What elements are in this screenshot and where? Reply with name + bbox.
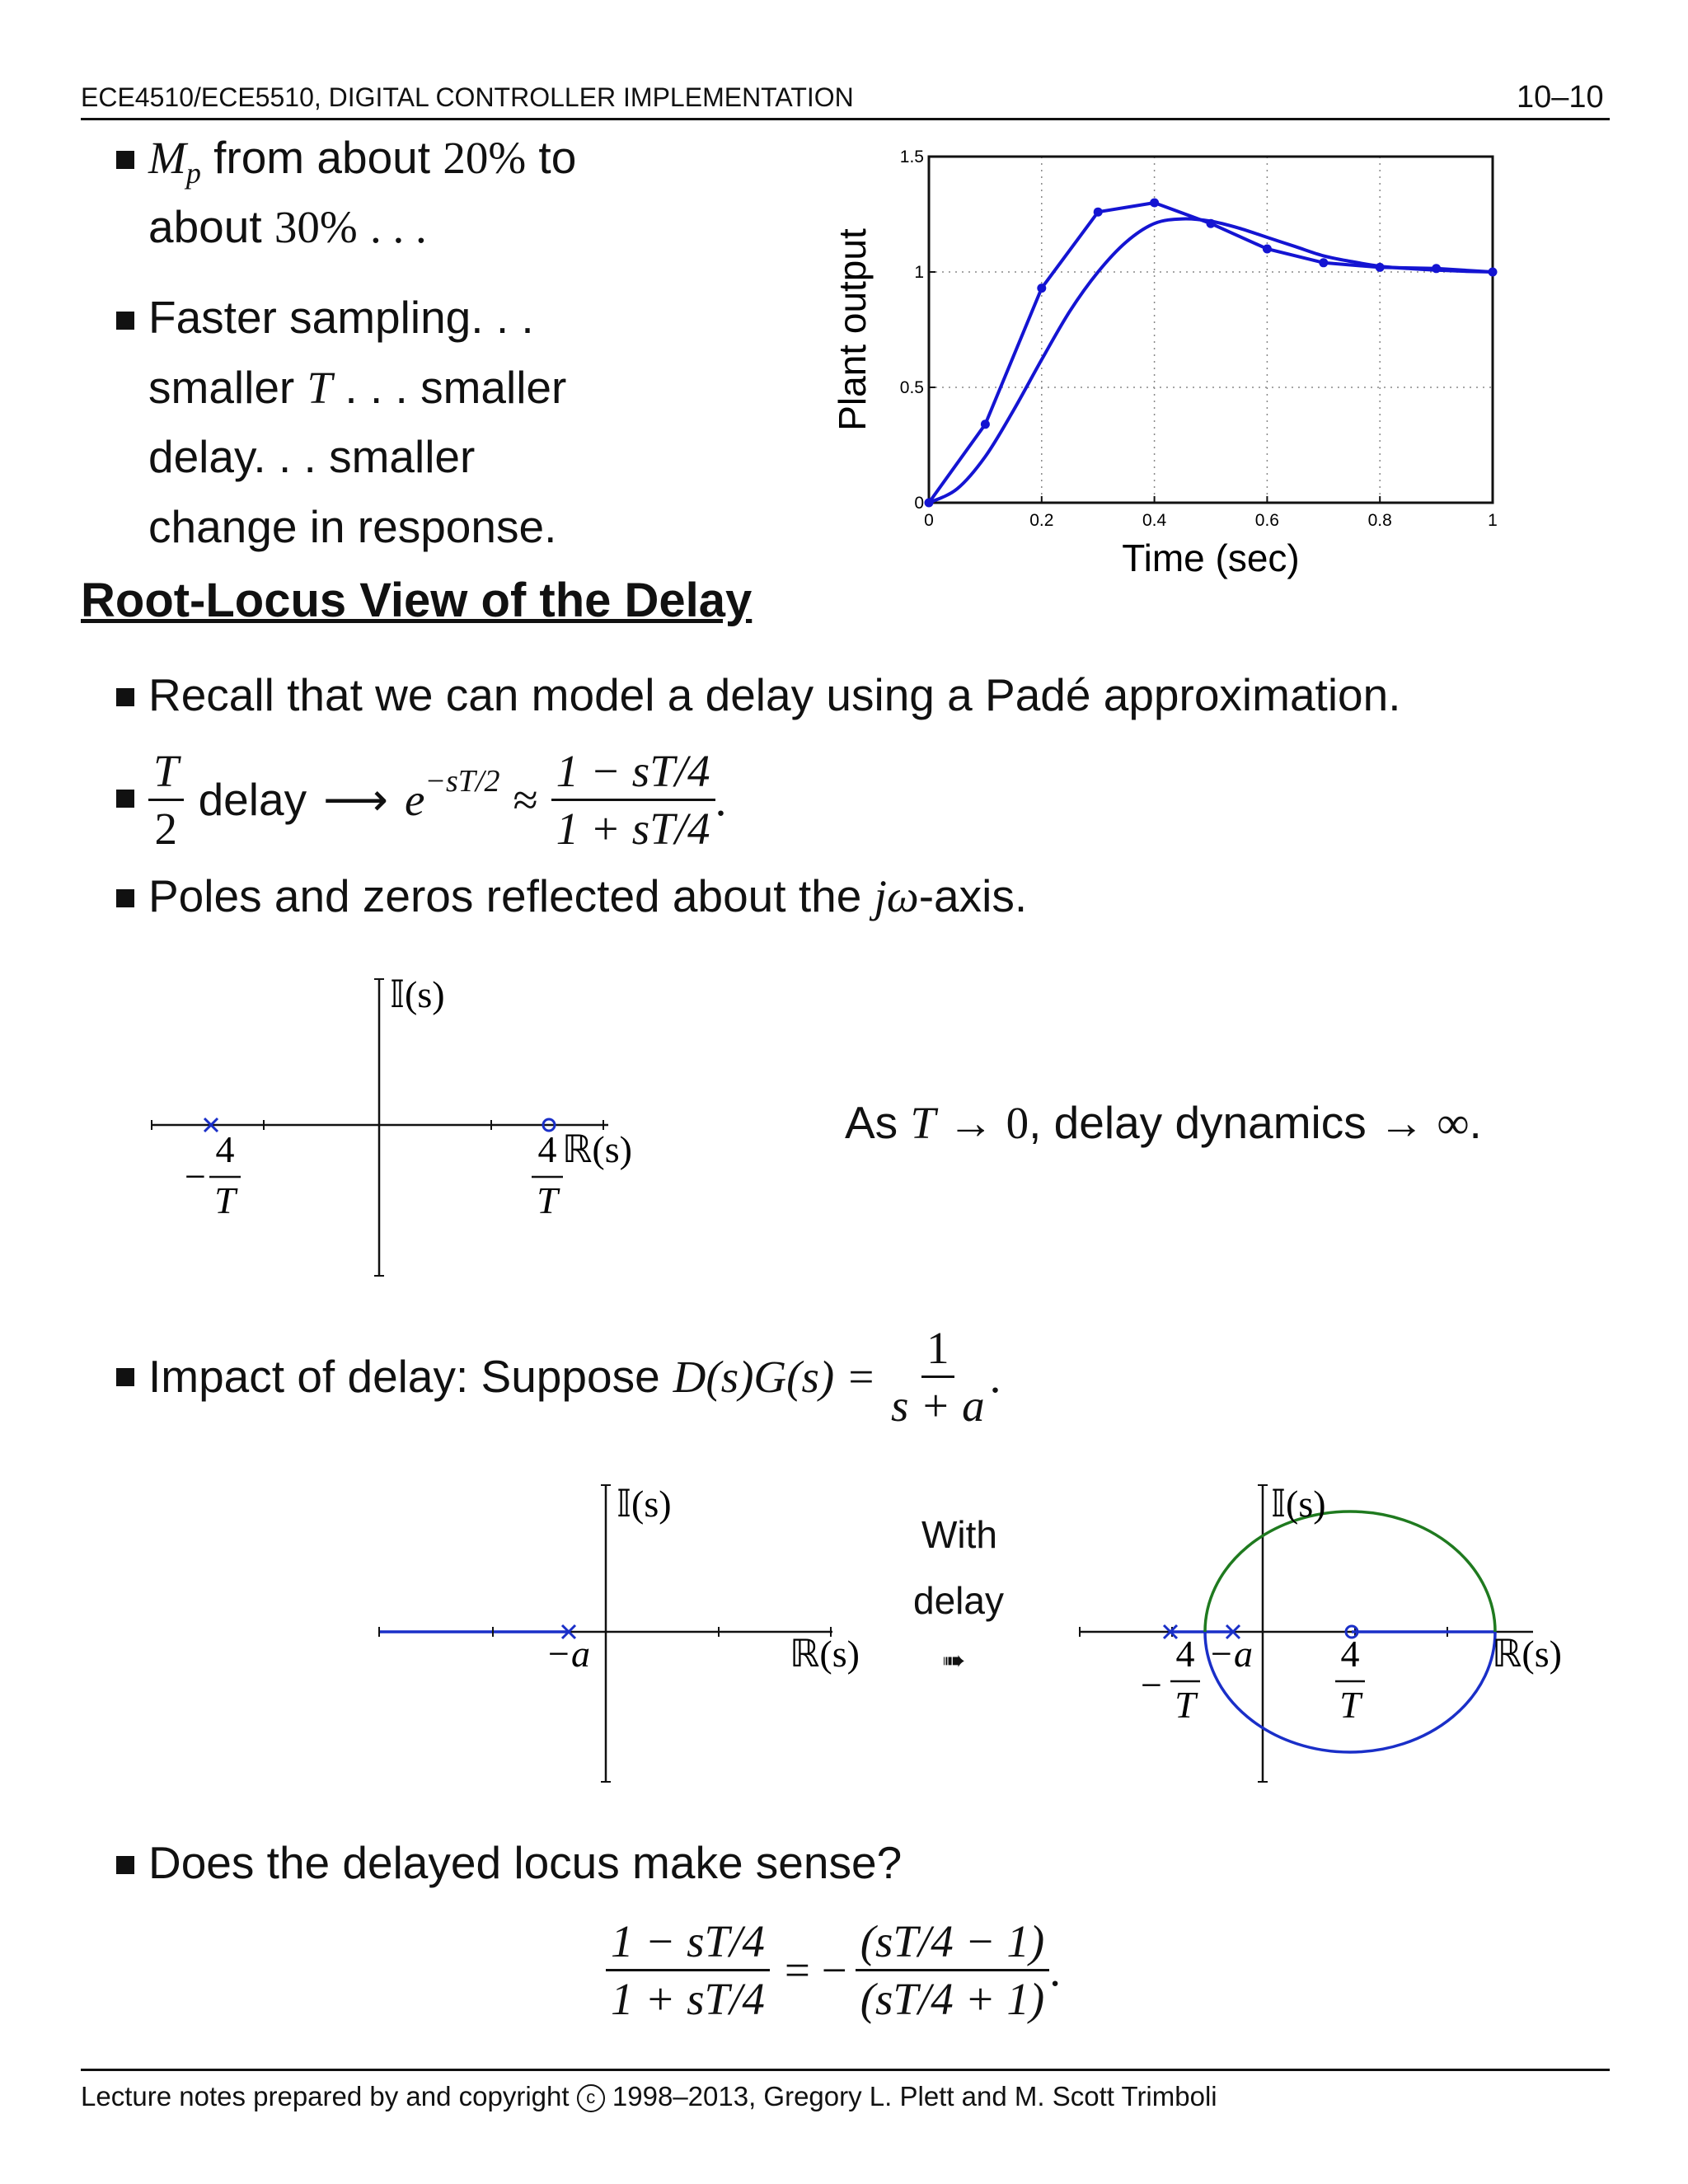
limit-statement xyxy=(845,1097,1482,1148)
final-rhs-fraction xyxy=(856,1915,1050,2024)
limit-arrow: → xyxy=(948,1098,994,1148)
plot-point xyxy=(1150,199,1159,208)
plot-series xyxy=(925,199,1498,508)
limit-zero: 0 xyxy=(1006,1098,1029,1148)
bullet-marker xyxy=(116,688,134,706)
plot-ytick-label: 1.5 xyxy=(899,148,924,166)
plot-xtick-label: 0.6 xyxy=(1254,511,1280,530)
limit-as: As xyxy=(845,1097,898,1148)
poles-zeros-text xyxy=(148,870,1028,921)
pade-e: e xyxy=(404,774,425,825)
limit-infinity: ∞ xyxy=(1437,1098,1470,1148)
plot-ylabel: Plant output xyxy=(831,228,874,431)
mp-bullet-line1 xyxy=(148,132,577,190)
half-T-fraction xyxy=(148,745,184,854)
final-lhs-fraction xyxy=(606,1915,770,2024)
plot-point xyxy=(981,419,990,429)
pade-arrow: ⟶ xyxy=(323,774,388,825)
impact-equation xyxy=(148,1319,1001,1434)
impact-pre: Impact of delay: Suppose xyxy=(148,1350,660,1402)
final-rhs-num: (sT/4 − 1) xyxy=(856,1919,1050,1971)
sampling-smaller: smaller xyxy=(148,362,295,413)
final-rhs-den: (sT/4 + 1) xyxy=(860,1973,1045,2024)
pade-period: . xyxy=(715,774,727,825)
locus-no-delay xyxy=(371,1475,898,1797)
locus1-minus-a: −a xyxy=(546,1633,591,1675)
limit-dot: . xyxy=(1469,1097,1482,1148)
bullet-marker xyxy=(116,1368,134,1386)
bullet-marker xyxy=(116,790,134,808)
running-header: ECE4510/ECE5510, DIGITAL CONTROLLER IMPLEMENTATION xyxy=(81,82,854,112)
locus1-real-label: ℝ(s) xyxy=(790,1633,860,1675)
locus2-pole-num: 4 xyxy=(1175,1633,1195,1675)
footer-post: 1998–2013, Gregory L. Plett and M. Scott Trimboli xyxy=(612,2081,1217,2111)
plot-ytick-label: 1 xyxy=(914,263,924,282)
mp-about: about xyxy=(148,201,262,252)
plot-xtick-label: 1 xyxy=(1488,511,1498,530)
locus2-minus: − xyxy=(1141,1664,1162,1706)
impact-num: 1 xyxy=(921,1325,954,1378)
pade-equation xyxy=(148,742,726,857)
half-T-den: 2 xyxy=(154,803,178,854)
recall-text: Recall that we can model a delay using a Padé approximation. xyxy=(148,669,1401,720)
question-text: Does the delayed locus make sense? xyxy=(148,1837,903,1888)
poles-pre: Poles and zeros reflected about the xyxy=(148,870,862,921)
poles-jw: jω xyxy=(874,871,919,921)
final-lhs-num: 1 − sT/4 xyxy=(606,1919,770,1971)
limit-arrow2: → xyxy=(1379,1098,1425,1148)
final-lhs-den: 1 + sT/4 xyxy=(611,1973,765,2024)
bullet-marker xyxy=(116,151,134,169)
pole-zero-diagram xyxy=(140,964,668,1286)
bullet-marker xyxy=(116,889,134,907)
plot-point xyxy=(1037,284,1046,293)
plot-ytick-label: 0.5 xyxy=(899,378,924,397)
poles-post: -axis. xyxy=(918,870,1028,921)
pz-imag-label: 𝕀(s) xyxy=(390,973,445,1015)
plot-point xyxy=(1319,258,1328,267)
impact-dot: . xyxy=(989,1351,1001,1402)
pade-approx: ≈ xyxy=(513,774,538,825)
footer-text xyxy=(81,2081,1217,2112)
sampling-smaller2: . . . smaller xyxy=(345,362,567,413)
plot-xtick-label: 0 xyxy=(924,511,934,530)
plot-ytick-label: 0 xyxy=(914,494,924,513)
header-rule xyxy=(81,118,1610,120)
pz-real-label: ℝ(s) xyxy=(562,1128,632,1170)
final-equals: = − xyxy=(784,1944,847,1995)
pade-delay: delay xyxy=(198,773,307,825)
pole-num: 4 xyxy=(215,1128,235,1170)
sampling-T: T xyxy=(307,363,333,413)
plot-xtick-label: 0.8 xyxy=(1367,511,1392,530)
plot-frame xyxy=(929,157,1493,503)
final-dot: . xyxy=(1049,1944,1061,1995)
plot-series-line-1 xyxy=(929,203,1493,503)
locus2-imag-label: 𝕀(s) xyxy=(1271,1483,1326,1525)
section-heading: Root-Locus View of the Delay xyxy=(81,574,753,627)
locus-circle-upper xyxy=(1205,1511,1495,1632)
pade-exp: −sT/2 xyxy=(424,764,500,799)
plot-series-line-2 xyxy=(929,219,1493,503)
impact-fraction xyxy=(886,1322,990,1431)
zero-den: T xyxy=(537,1179,558,1221)
sampling-line3: delay. . . smaller xyxy=(148,431,476,482)
bullet-marker xyxy=(116,312,134,330)
final-equation xyxy=(606,1908,1061,2032)
plot-point xyxy=(1263,245,1272,254)
sampling-line4: change in response. xyxy=(148,501,557,552)
plot-xtick-label: 0.2 xyxy=(1029,511,1054,530)
mp-to: to xyxy=(538,132,577,183)
mp-value-30: 30% xyxy=(274,202,358,252)
pade-fraction xyxy=(551,745,715,854)
zero-num: 4 xyxy=(537,1128,557,1170)
page-number: 10–10 xyxy=(1517,80,1604,115)
locus2-zero-num: 4 xyxy=(1340,1633,1360,1675)
plot-ticks xyxy=(900,148,1498,530)
footer-pre: Lecture notes prepared by and copyright xyxy=(81,2081,570,2111)
sampling-line2 xyxy=(148,362,567,413)
pole-den: T xyxy=(214,1179,236,1221)
locus2-minus-a: −a xyxy=(1208,1633,1254,1675)
impact-den: s + a xyxy=(891,1380,985,1431)
locus1-imag-label: 𝕀(s) xyxy=(617,1483,672,1525)
plot-point xyxy=(1094,208,1103,217)
mp-ellipsis: . . . xyxy=(370,202,427,252)
locus2-real-label: ℝ(s) xyxy=(1492,1633,1562,1675)
impact-lhs: D(s)G(s) = xyxy=(673,1351,877,1402)
mp-value-20: 20% xyxy=(443,133,527,183)
locus-with-delay xyxy=(1071,1475,1599,1797)
right-arrow-icon: ➠ xyxy=(942,1644,966,1677)
pade-den: 1 + sT/4 xyxy=(556,803,710,854)
pade-num: 1 − sT/4 xyxy=(551,748,715,801)
limit-T: T xyxy=(910,1098,936,1148)
copyright-icon: c xyxy=(577,2084,605,2112)
pole-minus: − xyxy=(185,1155,206,1197)
limit-mid: , delay dynamics xyxy=(1029,1097,1367,1148)
mp-bullet-line2 xyxy=(148,201,427,252)
delay-label: delay xyxy=(913,1579,1004,1622)
bullet-marker xyxy=(116,1856,134,1874)
half-T-num: T xyxy=(148,748,184,801)
footer-rule xyxy=(81,2069,1610,2071)
mp-symbol: M xyxy=(148,133,186,183)
mp-subscript: p xyxy=(185,157,201,190)
locus2-pole-den: T xyxy=(1175,1684,1196,1726)
step-response-plot xyxy=(816,140,1525,593)
mp-text: from about xyxy=(213,132,431,183)
plot-xlabel: Time (sec) xyxy=(1122,537,1300,579)
with-label: With xyxy=(921,1513,997,1556)
plot-grid xyxy=(929,157,1493,503)
sampling-line1: Faster sampling. . . xyxy=(148,292,534,343)
plot-xtick-label: 0.4 xyxy=(1142,511,1167,530)
locus2-zero-den: T xyxy=(1339,1684,1361,1726)
